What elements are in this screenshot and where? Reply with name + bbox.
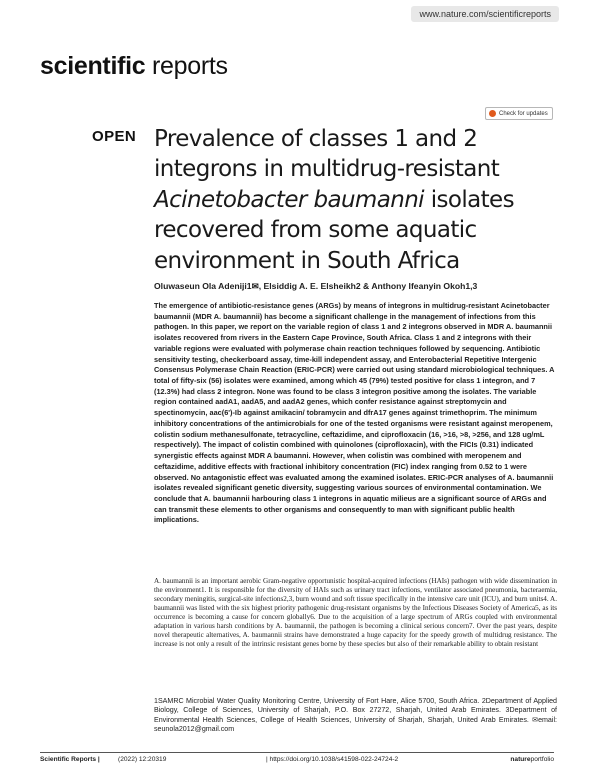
footer-journal: Scientific Reports | bbox=[40, 756, 100, 763]
check-for-updates-button[interactable] bbox=[485, 107, 553, 120]
publisher-logo bbox=[510, 756, 554, 763]
journal-logo bbox=[40, 52, 228, 81]
title-italic-species: Acinetobacter baumanni bbox=[154, 186, 424, 213]
publisher-portfolio: portfolio bbox=[530, 756, 554, 763]
logo-part-reports: reports bbox=[145, 52, 228, 80]
url-bar[interactable]: www.nature.com/scientificreports bbox=[411, 6, 559, 22]
check-updates-label: Check for updates bbox=[499, 110, 548, 117]
open-access-label: OPEN bbox=[92, 128, 137, 145]
footer-doi-link[interactable]: | https://doi.org/10.1038/s41598-022-24724-2 bbox=[266, 756, 399, 763]
author-list: Oluwaseun Ola Adeniji1✉, Elsiddig A. E. Elsheikh2 & Anthony Ifeanyin Okoh1,3 bbox=[154, 281, 478, 291]
footer-divider bbox=[40, 752, 554, 753]
title-part-2: isolates recovered from some aquatic environment in South Africa bbox=[154, 186, 514, 274]
article-title bbox=[154, 124, 549, 276]
publisher-nature: nature bbox=[510, 756, 531, 763]
logo-part-scientific: scientific bbox=[40, 52, 146, 80]
page-footer bbox=[40, 756, 554, 768]
abstract: The emergence of antibiotic-resistance genes (ARGs) by means of integrons in multidrug-resistant Acinetobacter baumannii (MDR A. baumannii) has become a significant challenge in the management of infections from this pathogen. In this paper, we report on the variable region of class 1 and 2 integrons observed in MDR A. baumannii isolates recovered from rivers in the Eastern Cape Province, South Africa. Class 1 and 2 integrons with their variable regions were evaluated with polymerase chain reaction techniques followed by sequencing. Antibiotic sensitivity testing, checkerboard assay, time-kill independent assay, and Enterobacterial Repetitive Intergenic Consensus Polymerase Chain Reaction (ERIC-PCR) were carried out using standard microbiological techniques. A total of fifty-six (56) isolates were examined, among which 45 (79%) tested positive for class 1 integron, and 7 (12.3%) had class 2 integron. None was found to be class 3 integron positive among the isolates. The variable region contained aadA1, aadA5, and aadA2 genes, which confer resistance against streptomycin and spectinomycin, aac(6')-Ib against amikacin/ tobramycin and dfrA17 genes against trimethoprim. The minimum inhibitory concentrations of the antimicrobials for one of the tested organisms were resistant against meropenem, colistin sodium methanesulfonate, tetracycline, ceftazidime, and ciprofloxacin (16, >16, >8, >256, and 128 ug/mL respectively). The impact of colistin combined with quinolones (ciprofloxacin), with the FICIs (0.31) indicated synergistic effects against MDR A baumanni. However, when colistin was combined with meropenem and ceftazidime, additive effects with fractional inhibitory concentration (FIC) index ranging from 0.52 to 1 were observed. No antagonistic effect was evaluated among the examined isolates. ERIC-PCR analyses of A. baumannii isolates revealed significant genetic diversity, suggesting various sources of environmental contamination. We conclude that A. baumannii harbouring class 1 integrons in aquatic milieus are a significant source of ARGs and can transmit these elements to other organisms and consequently to man with significant public health implications. bbox=[154, 301, 555, 525]
title-part-1: Prevalence of classes 1 and 2 integrons in multidrug-resistant bbox=[154, 126, 500, 183]
check-updates-icon bbox=[489, 110, 496, 117]
introduction-text: A. baumannii is an important aerobic Gram-negative opportunistic hospital-acquired infections (HAIs) pathogen with wide dissemination in the environment1. It is responsible for the diversity of HAIs such as urinary tract infections, ventilator associated pneumonia, bacteraemia, secondary meningitis, surgical-site infections2,3, burn wound and soft tissue specifically in the intensive care unit (ICU), and burn units4. A. baumannii was listed with the six highest priority pathogenic drug-resistant organisms by the Infectious Diseases Society of America5, as its occurrence is becoming a cause for concern globally6. Due to the acquisition of a large spectrum of ARGs coupled with environmental adaptation in various harsh conditions by A. baumannii, the pathogen is becoming a clinical serious concern7. Over the past years, despite novel therapeutic alternatives, A. baumannii strains have demonstrated a huge capacity for the speedy growth of multidrug resistance. The increase is not only a result of the intrinsic resistant genes borne by these species but also of their remarkable ability to obtain resistant bbox=[154, 577, 557, 648]
footer-citation: (2022) 12:20319 bbox=[118, 756, 167, 763]
affiliations: 1SAMRC Microbial Water Quality Monitoring Centre, University of Fort Hare, Alice 5700, South Africa. 2Department of Applied Biology, College of Sciences, University of Sharjah, P.O. Box 27272, Sharjah, United Arab Emirates. 3Department of Environmental Health Sciences, College of Health Sciences, University of Sharjah, Sharjah, United Arab Emirates. ✉email: seunola2012@gmail.com bbox=[154, 697, 557, 733]
